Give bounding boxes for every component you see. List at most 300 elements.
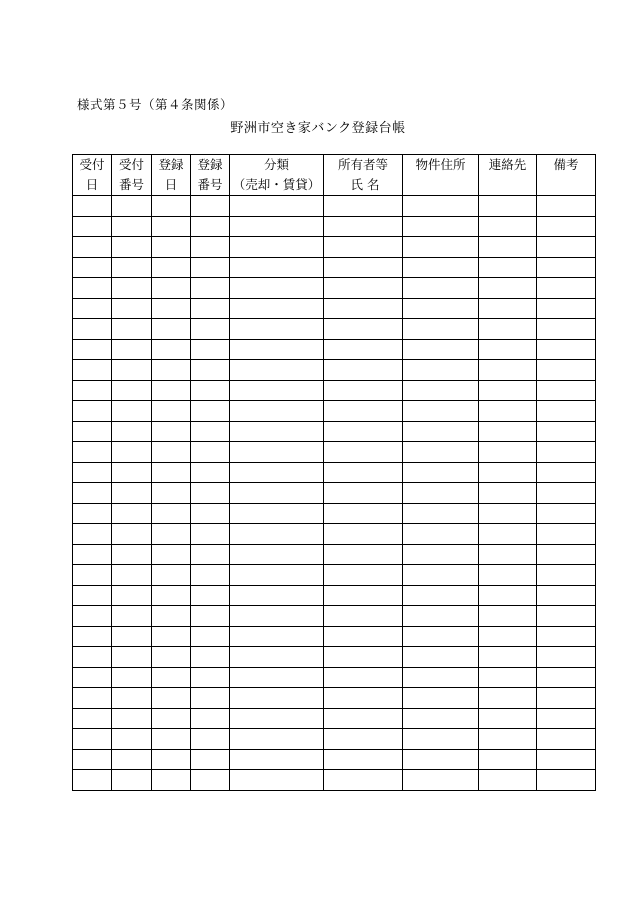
table-cell xyxy=(230,442,324,463)
table-cell xyxy=(191,319,230,340)
table-cell xyxy=(479,606,537,627)
table-cell xyxy=(324,216,403,237)
table-cell xyxy=(73,585,112,606)
table-cell xyxy=(112,237,152,258)
table-cell xyxy=(230,688,324,709)
table-cell xyxy=(230,667,324,688)
table-cell xyxy=(324,483,403,504)
table-cell xyxy=(479,339,537,360)
table-cell xyxy=(403,647,479,668)
table-cell xyxy=(73,257,112,278)
table-row xyxy=(73,339,596,360)
table-row xyxy=(73,319,596,340)
table-cell xyxy=(73,196,112,217)
table-cell xyxy=(403,360,479,381)
table-cell xyxy=(112,770,152,791)
table-cell xyxy=(112,216,152,237)
table-cell xyxy=(479,708,537,729)
table-cell xyxy=(403,319,479,340)
table-cell xyxy=(403,544,479,565)
table-cell xyxy=(403,339,479,360)
table-cell xyxy=(73,298,112,319)
table-cell xyxy=(537,667,596,688)
table-cell xyxy=(403,421,479,442)
table-cell xyxy=(479,442,537,463)
table-cell xyxy=(230,647,324,668)
table-cell xyxy=(403,708,479,729)
table-cell xyxy=(73,708,112,729)
table-cell xyxy=(73,442,112,463)
table-cell xyxy=(537,196,596,217)
table-cell xyxy=(191,278,230,299)
table-cell xyxy=(112,462,152,483)
table-cell xyxy=(112,401,152,422)
table-cell xyxy=(73,421,112,442)
table-cell xyxy=(537,462,596,483)
table-cell xyxy=(112,319,152,340)
table-cell xyxy=(324,647,403,668)
table-cell xyxy=(324,667,403,688)
table-cell xyxy=(191,360,230,381)
table-cell xyxy=(324,278,403,299)
table-cell xyxy=(403,442,479,463)
table-cell xyxy=(324,257,403,278)
table-row xyxy=(73,729,596,750)
table-cell xyxy=(479,298,537,319)
table-cell xyxy=(230,319,324,340)
col-property-address: 物件住所 xyxy=(403,155,479,196)
table-cell xyxy=(152,565,191,586)
table-cell xyxy=(73,278,112,299)
table-cell xyxy=(191,626,230,647)
table-cell xyxy=(403,503,479,524)
table-cell xyxy=(152,196,191,217)
table-cell xyxy=(112,667,152,688)
table-cell xyxy=(324,421,403,442)
table-cell xyxy=(537,688,596,709)
form-number: 様式第５号（第４条関係） xyxy=(77,97,234,112)
table-cell xyxy=(152,729,191,750)
table-row xyxy=(73,626,596,647)
table-cell xyxy=(73,626,112,647)
table-row xyxy=(73,237,596,258)
table-cell xyxy=(191,544,230,565)
col-registration-date: 登録 日 xyxy=(152,155,191,196)
table-cell xyxy=(479,319,537,340)
table-row xyxy=(73,606,596,627)
table-cell xyxy=(230,708,324,729)
table-cell xyxy=(152,544,191,565)
table-cell xyxy=(112,421,152,442)
table-cell xyxy=(152,462,191,483)
table-cell xyxy=(73,647,112,668)
table-cell xyxy=(324,606,403,627)
table-cell xyxy=(324,749,403,770)
table-cell xyxy=(324,360,403,381)
table-cell xyxy=(73,770,112,791)
table-cell xyxy=(403,524,479,545)
table-row xyxy=(73,565,596,586)
table-cell xyxy=(112,647,152,668)
table-cell xyxy=(152,626,191,647)
table-cell xyxy=(191,708,230,729)
table-cell xyxy=(191,647,230,668)
table-cell xyxy=(537,421,596,442)
table-cell xyxy=(152,442,191,463)
table-cell xyxy=(403,298,479,319)
table-cell xyxy=(479,544,537,565)
table-cell xyxy=(537,380,596,401)
col-registration-number: 登録 番号 xyxy=(191,155,230,196)
table-cell xyxy=(479,462,537,483)
table-cell xyxy=(479,688,537,709)
table-cell xyxy=(403,770,479,791)
table-cell xyxy=(73,380,112,401)
table-row xyxy=(73,380,596,401)
table-cell xyxy=(73,688,112,709)
table-row xyxy=(73,585,596,606)
table-cell xyxy=(479,729,537,750)
table-cell xyxy=(152,380,191,401)
table-row xyxy=(73,298,596,319)
table-cell xyxy=(403,380,479,401)
table-cell xyxy=(112,360,152,381)
table-cell xyxy=(73,749,112,770)
table-cell xyxy=(152,319,191,340)
table-cell xyxy=(112,524,152,545)
table-cell xyxy=(73,319,112,340)
table-cell xyxy=(403,237,479,258)
table-cell xyxy=(230,565,324,586)
table-cell xyxy=(152,708,191,729)
table-cell xyxy=(324,524,403,545)
table-cell xyxy=(537,401,596,422)
table-cell xyxy=(324,565,403,586)
table-cell xyxy=(73,667,112,688)
table-row xyxy=(73,442,596,463)
table-cell xyxy=(479,626,537,647)
col-receipt-number: 受付 番号 xyxy=(112,155,152,196)
table-cell xyxy=(324,298,403,319)
table-cell xyxy=(112,565,152,586)
table-cell xyxy=(112,708,152,729)
table-cell xyxy=(403,606,479,627)
table-cell xyxy=(230,196,324,217)
table-cell xyxy=(479,380,537,401)
table-cell xyxy=(537,339,596,360)
table-cell xyxy=(403,462,479,483)
table-cell xyxy=(479,237,537,258)
table-row xyxy=(73,401,596,422)
table-cell xyxy=(191,339,230,360)
table-row xyxy=(73,503,596,524)
table-cell xyxy=(324,503,403,524)
table-cell xyxy=(324,585,403,606)
table-cell xyxy=(112,196,152,217)
table-cell xyxy=(191,237,230,258)
table-cell xyxy=(112,729,152,750)
table-cell xyxy=(152,503,191,524)
table-cell xyxy=(537,216,596,237)
table-cell xyxy=(537,749,596,770)
ledger-table xyxy=(72,154,596,791)
table-row xyxy=(73,770,596,791)
col-owner-name: 所有者等 氏 名 xyxy=(324,155,403,196)
table-cell xyxy=(112,626,152,647)
table-cell xyxy=(191,770,230,791)
table-row xyxy=(73,524,596,545)
table-cell xyxy=(191,442,230,463)
table-cell xyxy=(403,257,479,278)
table-cell xyxy=(479,196,537,217)
table-row xyxy=(73,421,596,442)
table-cell xyxy=(112,749,152,770)
table-cell xyxy=(230,770,324,791)
table-cell xyxy=(403,565,479,586)
table-cell xyxy=(230,606,324,627)
table-row xyxy=(73,708,596,729)
table-cell xyxy=(403,729,479,750)
table-cell xyxy=(191,380,230,401)
table-cell xyxy=(537,770,596,791)
table-cell xyxy=(152,483,191,504)
table-cell xyxy=(73,483,112,504)
table-row xyxy=(73,749,596,770)
table-cell xyxy=(479,749,537,770)
table-cell xyxy=(324,319,403,340)
table-cell xyxy=(152,278,191,299)
table-row xyxy=(73,278,596,299)
table-cell xyxy=(73,606,112,627)
table-cell xyxy=(191,729,230,750)
table-row xyxy=(73,462,596,483)
table-cell xyxy=(537,544,596,565)
table-cell xyxy=(230,544,324,565)
col-contact: 連絡先 xyxy=(479,155,537,196)
table-cell xyxy=(403,585,479,606)
table-cell xyxy=(230,729,324,750)
document-title: 野洲市空き家バンク登録台帳 xyxy=(230,121,406,136)
table-cell xyxy=(403,667,479,688)
table-cell xyxy=(73,565,112,586)
table-cell xyxy=(479,667,537,688)
table-cell xyxy=(152,237,191,258)
table-cell xyxy=(403,749,479,770)
table-cell xyxy=(230,380,324,401)
table-cell xyxy=(479,421,537,442)
table-cell xyxy=(191,462,230,483)
table-cell xyxy=(191,421,230,442)
table-cell xyxy=(230,298,324,319)
table-cell xyxy=(537,647,596,668)
table-row xyxy=(73,667,596,688)
table-cell xyxy=(191,298,230,319)
table-cell xyxy=(230,237,324,258)
table-cell xyxy=(230,360,324,381)
table-cell xyxy=(537,442,596,463)
table-cell xyxy=(537,503,596,524)
table-cell xyxy=(403,401,479,422)
table-cell xyxy=(112,380,152,401)
table-cell xyxy=(479,585,537,606)
table-cell xyxy=(403,688,479,709)
table-cell xyxy=(152,298,191,319)
table-cell xyxy=(479,257,537,278)
table-cell xyxy=(230,216,324,237)
table-cell xyxy=(324,688,403,709)
table-cell xyxy=(73,401,112,422)
table-cell xyxy=(479,524,537,545)
table-cell xyxy=(537,606,596,627)
table-cell xyxy=(152,524,191,545)
table-cell xyxy=(403,196,479,217)
table-cell xyxy=(152,749,191,770)
table-cell xyxy=(73,339,112,360)
table-cell xyxy=(191,216,230,237)
table-cell xyxy=(230,483,324,504)
table-cell xyxy=(479,360,537,381)
table-cell xyxy=(537,237,596,258)
table-row xyxy=(73,257,596,278)
table-row xyxy=(73,688,596,709)
table-cell xyxy=(403,278,479,299)
table-cell xyxy=(324,544,403,565)
table-cell xyxy=(479,770,537,791)
table-cell xyxy=(152,257,191,278)
table-cell xyxy=(191,483,230,504)
ledger-body xyxy=(73,196,596,791)
table-cell xyxy=(230,462,324,483)
table-cell xyxy=(191,503,230,524)
table-cell xyxy=(230,749,324,770)
table-cell xyxy=(230,278,324,299)
table-cell xyxy=(479,483,537,504)
table-cell xyxy=(73,524,112,545)
table-row xyxy=(73,647,596,668)
table-cell xyxy=(324,626,403,647)
table-row xyxy=(73,544,596,565)
table-cell xyxy=(324,401,403,422)
table-cell xyxy=(324,380,403,401)
table-cell xyxy=(537,278,596,299)
table-cell xyxy=(537,708,596,729)
table-cell xyxy=(191,667,230,688)
table-cell xyxy=(230,257,324,278)
table-cell xyxy=(403,483,479,504)
table-cell xyxy=(152,360,191,381)
table-cell xyxy=(112,483,152,504)
table-cell xyxy=(191,257,230,278)
table-cell xyxy=(479,401,537,422)
col-category: 分類 （売却・賃貸） xyxy=(230,155,324,196)
table-cell xyxy=(537,524,596,545)
table-cell xyxy=(152,667,191,688)
table-cell xyxy=(73,462,112,483)
table-cell xyxy=(112,503,152,524)
table-cell xyxy=(324,462,403,483)
table-cell xyxy=(324,196,403,217)
table-cell xyxy=(73,503,112,524)
table-cell xyxy=(230,524,324,545)
table-cell xyxy=(112,442,152,463)
table-cell xyxy=(73,237,112,258)
table-cell xyxy=(191,524,230,545)
table-cell xyxy=(112,298,152,319)
table-cell xyxy=(152,401,191,422)
table-cell xyxy=(230,503,324,524)
table-cell xyxy=(324,237,403,258)
col-receipt-date: 受付 日 xyxy=(73,155,112,196)
header-row xyxy=(73,155,596,196)
table-row xyxy=(73,483,596,504)
table-cell xyxy=(191,606,230,627)
table-cell xyxy=(152,647,191,668)
table-cell xyxy=(191,749,230,770)
table-cell xyxy=(191,196,230,217)
table-cell xyxy=(112,606,152,627)
table-cell xyxy=(537,626,596,647)
table-cell xyxy=(479,216,537,237)
table-cell xyxy=(152,339,191,360)
table-cell xyxy=(230,585,324,606)
table-cell xyxy=(230,421,324,442)
table-cell xyxy=(537,565,596,586)
table-cell xyxy=(112,688,152,709)
table-cell xyxy=(112,544,152,565)
table-cell xyxy=(230,626,324,647)
table-cell xyxy=(73,729,112,750)
table-cell xyxy=(479,647,537,668)
table-cell xyxy=(324,442,403,463)
table-cell xyxy=(191,401,230,422)
table-cell xyxy=(73,360,112,381)
table-cell xyxy=(191,585,230,606)
col-remarks: 備考 xyxy=(537,155,596,196)
table-cell xyxy=(537,319,596,340)
table-cell xyxy=(73,216,112,237)
table-cell xyxy=(537,257,596,278)
table-cell xyxy=(152,421,191,442)
table-cell xyxy=(479,278,537,299)
table-cell xyxy=(537,298,596,319)
table-cell xyxy=(112,585,152,606)
table-cell xyxy=(479,565,537,586)
table-row xyxy=(73,360,596,381)
table-cell xyxy=(324,729,403,750)
table-row xyxy=(73,196,596,217)
table-cell xyxy=(324,770,403,791)
table-cell xyxy=(537,483,596,504)
table-cell xyxy=(152,606,191,627)
table-row xyxy=(73,216,596,237)
table-cell xyxy=(479,503,537,524)
table-cell xyxy=(537,585,596,606)
table-cell xyxy=(324,708,403,729)
table-cell xyxy=(112,257,152,278)
table-cell xyxy=(152,585,191,606)
table-cell xyxy=(191,565,230,586)
table-cell xyxy=(403,626,479,647)
table-cell xyxy=(230,339,324,360)
table-cell xyxy=(152,770,191,791)
table-cell xyxy=(191,688,230,709)
table-cell xyxy=(152,216,191,237)
table-cell xyxy=(537,360,596,381)
table-cell xyxy=(112,278,152,299)
table-cell xyxy=(112,339,152,360)
table-cell xyxy=(537,729,596,750)
table-cell xyxy=(403,216,479,237)
